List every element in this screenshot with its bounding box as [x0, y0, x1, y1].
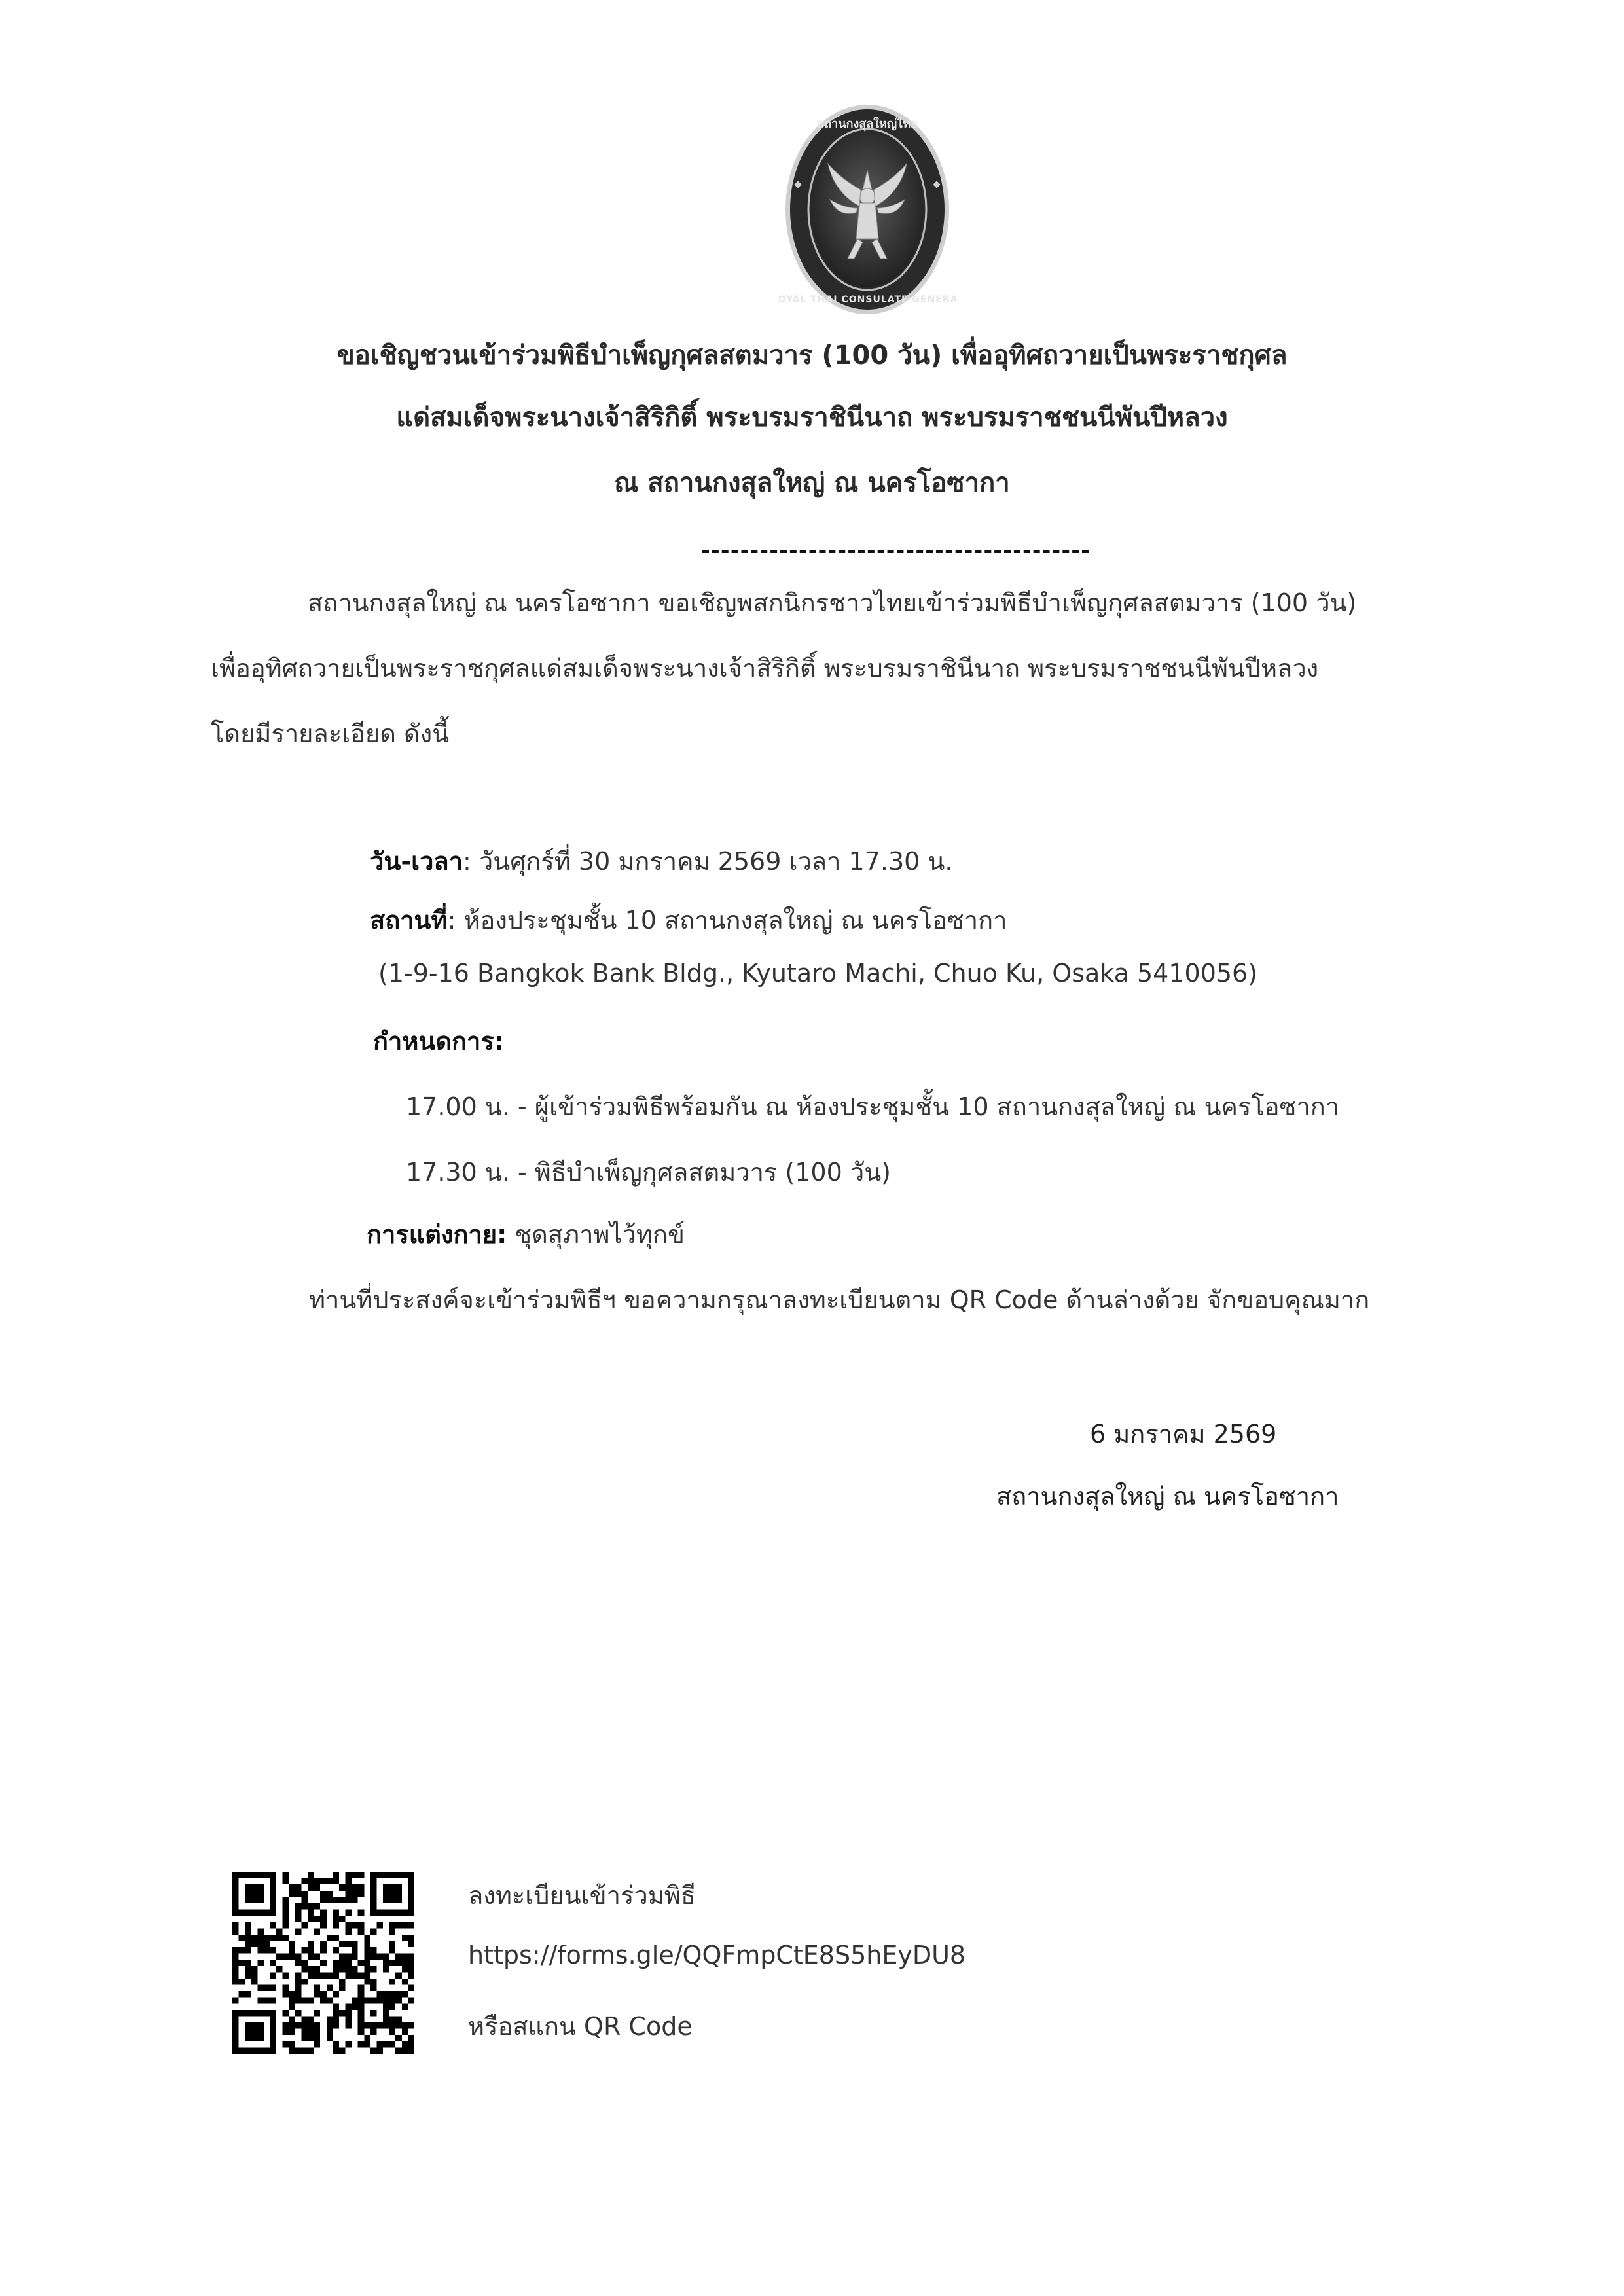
venue-value: : ห้องประชุมชั้น 10 สถานกงสุลใหญ่ ณ นครโอซากา	[447, 906, 1007, 935]
venue-address: (1-9-16 Bangkok Bank Bldg., Kyutaro Machi, Chuo Ku, Osaka 5410056)	[378, 959, 1258, 988]
registration-qr-code[interactable]	[232, 1872, 414, 2054]
datetime-label: วัน-เวลา	[370, 847, 463, 876]
schedule-time: 17.30 น.	[406, 1158, 510, 1187]
intro-line-3: โดยมีรายละเอียด ดังนี้	[211, 719, 450, 748]
registration-link[interactable]: https://forms.gle/QQFmpCtE8S5hEyDU8	[468, 1941, 966, 1969]
schedule-text: - พิธีบำเพ็ญกุศลสตมวาร (100 วัน)	[518, 1158, 891, 1187]
consulate-emblem-logo	[779, 98, 956, 321]
registration-note: ท่านที่ประสงค์จะเข้าร่วมพิธีฯ ขอความกรุณาลงทะเบียนตาม QR Code ด้านล่างด้วย จักขอบคุณมาก	[309, 1285, 1370, 1314]
garuda-emblem-icon	[779, 98, 956, 321]
datetime-value: : วันศุกร์ที่ 30 มกราคม 2569 เวลา 17.30 น.	[463, 847, 953, 876]
intro-line-1: สถานกงสุลใหญ่ ณ นครโอซากา ขอเชิญพสกนิกรชาวไทยเข้าร่วมพิธีบำเพ็ญกุศลสตมวาร (100 วัน)	[308, 588, 1357, 617]
title-line-1: ขอเชิญชวนเข้าร่วมพิธีบำเพ็ญกุศลสตมวาร (100 วัน) เพื่ออุทิศถวายเป็นพระราชกุศล	[336, 340, 1288, 370]
schedule-item	[406, 1152, 891, 1192]
title-line-2: แด่สมเด็จพระนางเจ้าสิริกิติ์ พระบรมราชินีนาถ พระบรมราชชนนีพันปีหลวง	[396, 403, 1228, 433]
dress-code-label: การแต่งกาย:	[367, 1220, 507, 1249]
schedule-label: กำหนดการ:	[373, 1027, 505, 1056]
schedule-item	[406, 1086, 1339, 1126]
venue-row	[370, 900, 1007, 940]
title-separator	[702, 550, 1089, 553]
registration-heading: ลงทะเบียนเข้าร่วมพิธี	[468, 1881, 696, 1910]
svg-text:ROYAL THAI CONSULATE GENERAL: ROYAL THAI CONSULATE GENERAL	[779, 295, 956, 305]
venue-label: สถานที่	[370, 906, 448, 935]
svg-text:สถานกงสุลใหญ่ไทย: สถานกงสุลใหญ่ไทย	[817, 117, 918, 131]
issue-date: 6 มกราคม 2569	[1090, 1420, 1277, 1448]
issuer-name: สถานกงสุลใหญ่ ณ นครโอซากา	[996, 1482, 1339, 1511]
title-line-3: ณ สถานกงสุลใหญ่ ณ นครโอซากา	[614, 468, 1010, 498]
schedule-text: - ผู้เข้าร่วมพิธีพร้อมกัน ณ ห้องประชุมชั้น 10 สถานกงสุลใหญ่ ณ นครโอซากา	[518, 1092, 1340, 1121]
dress-code-row	[367, 1214, 685, 1254]
qr-code-icon	[232, 1872, 414, 2054]
intro-line-2: เพื่ออุทิศถวายเป็นพระราชกุศลแด่สมเด็จพระนางเจ้าสิริกิติ์ พระบรมราชินีนาถ พระบรมราชชนนีพันปีหลวง	[211, 654, 1319, 683]
datetime-row	[370, 841, 952, 881]
dress-code-value: ชุดสุภาพไว้ทุกข์	[507, 1220, 685, 1249]
scan-qr-hint: หรือสแกน QR Code	[468, 2012, 693, 2041]
schedule-time: 17.00 น.	[406, 1092, 510, 1121]
